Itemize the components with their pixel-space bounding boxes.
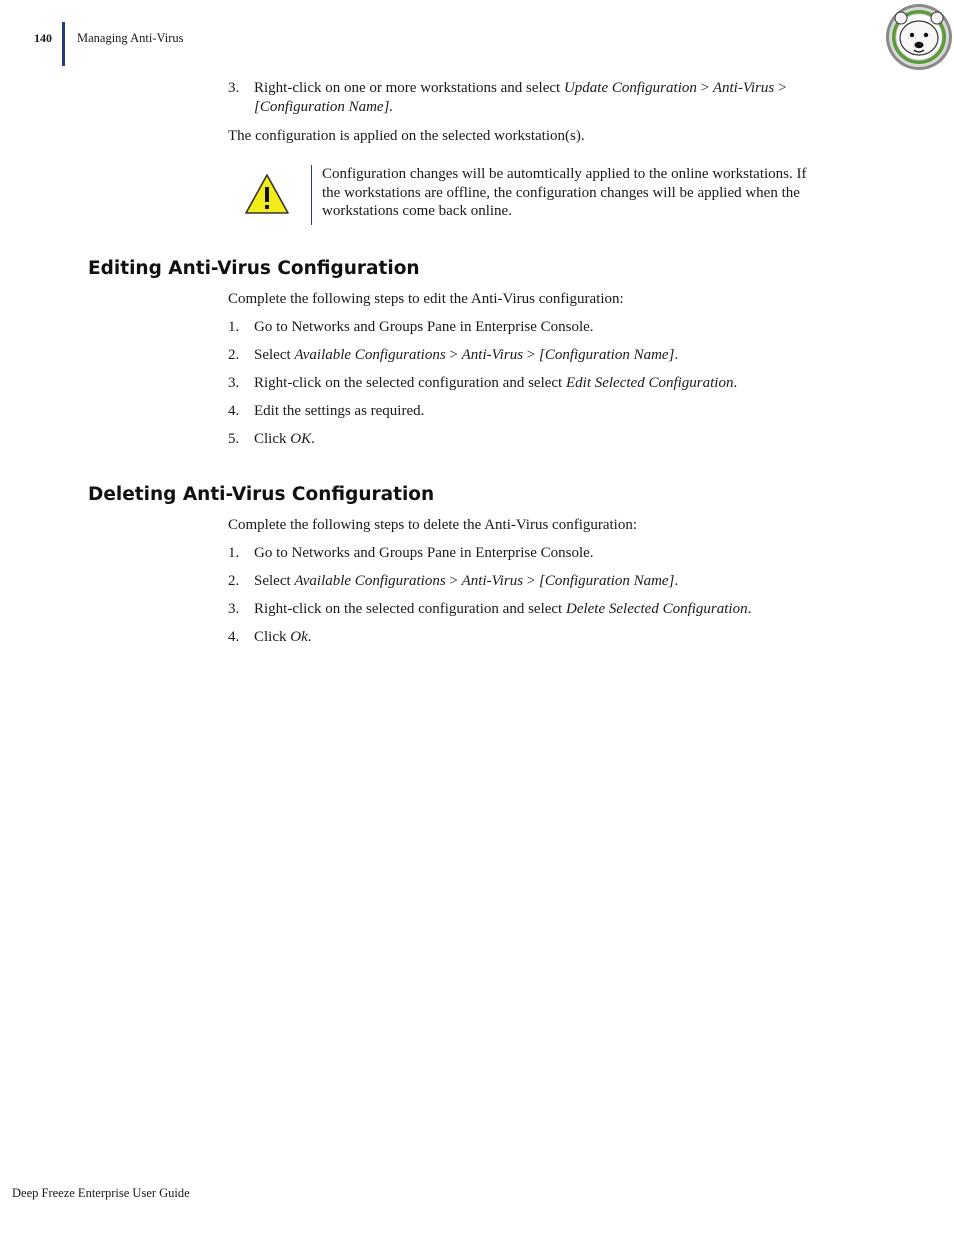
list-text: Right-click on the selected configuration and select Delete Selected Configuration.: [254, 601, 752, 617]
list-text: Edit the settings as required.: [254, 403, 425, 419]
list-number: 3.: [228, 375, 240, 391]
page-footer: Deep Freeze Enterprise User Guide: [12, 1186, 190, 1200]
list-text: Right-click on one or more workstations and select Update Configuration > Anti-Virus > [Configuration Name].: [254, 80, 787, 115]
list-text: Click Ok.: [254, 629, 312, 645]
warning-note: [240, 165, 880, 225]
list-number: 1.: [228, 545, 240, 561]
section-intro: Complete the following steps to delete the Anti-Virus configuration:: [228, 517, 638, 533]
section-heading-editing: Editing Anti-Virus Configuration: [88, 258, 420, 279]
list-number: 3.: [228, 601, 240, 617]
list-text: Go to Networks and Groups Pane in Enterprise Console.: [254, 319, 594, 335]
header-divider: [62, 22, 65, 66]
list-number: 4.: [228, 629, 240, 645]
list-number: 5.: [228, 431, 240, 447]
list-text: Right-click on the selected configuration and select Edit Selected Configuration.: [254, 375, 738, 391]
running-head: Managing Anti-Virus: [77, 31, 184, 45]
body-paragraph: The configuration is applied on the selected workstation(s).: [228, 128, 585, 144]
list-number: 1.: [228, 319, 240, 335]
section-heading-deleting: Deleting Anti-Virus Configuration: [88, 484, 435, 505]
list-text: Select Available Configurations > Anti-Virus > [Configuration Name].: [254, 573, 679, 589]
list-number: 4.: [228, 403, 240, 419]
list-number: 2.: [228, 347, 240, 363]
polar-bear-logo-icon: [884, 2, 954, 72]
page-number: 140: [34, 31, 52, 45]
note-divider: [311, 165, 312, 225]
warning-icon: [244, 173, 290, 215]
list-number: 3.: [228, 80, 240, 96]
list-text: Go to Networks and Groups Pane in Enterprise Console.: [254, 545, 594, 561]
list-text: Click OK.: [254, 431, 315, 447]
note-text: Configuration changes will be automtically applied to the online workstations. If the workstations are offline, the configuration changes will be applied when the workstations come back online.: [322, 166, 807, 219]
section-intro: Complete the following steps to edit the Anti-Virus configuration:: [228, 291, 624, 307]
list-number: 2.: [228, 573, 240, 589]
list-text: Select Available Configurations > Anti-Virus > [Configuration Name].: [254, 347, 679, 363]
